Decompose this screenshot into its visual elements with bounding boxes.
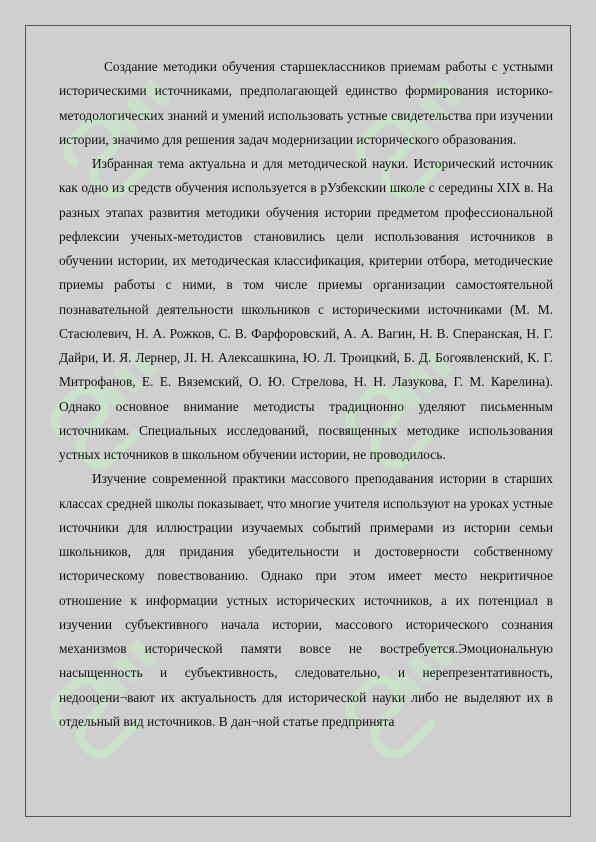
document-body [59,55,553,734]
paragraph-1: Создание методики обучения старшеклассников приемам работы с устными историческими источниками, предполагающей единство формирования историко-методологических знаний и умений использовать устные свидетельства при изучении истории, значимо для решения задач модернизации исторического образования. [59,59,553,147]
paragraph-2: Избранная тема актуальна и для методической науки. Исторический источник как одно из средств обучения используется в рУзбекскии школе с середины XIX в. На разных этапах развития методики обучения истории предметом профессиональной рефлексии ученых-методистов становились цели использования источников в обучении истории, их методическая классификация, критерии отбора, методические приемы работы с ними, в том числе приемы организации самостоятельной познавательной деятельности школьников с историческими источниками (М. М. Стасюлевич, Н. А. Рожков, С. В. Фарфоровский, А. А. Вагин, Н. В. Сперанская, Н. Г. Дайри, И. Я. Лернер, JI. Н. Алексашкина, Ю. Л. Троицкий, Б. Д. Богоявленский, К. Г. Митрофанов, Е. Е. Вяземский, О. Ю. Стрелова, Н. Н. Лазукова, Г. М. Карелина). Однако основное внимание методисты традиционно уделяют письменным источникам. Специальных исследований, посвященных методике использования устных источников в школьном обучении истории, не проводилось. [59,156,553,462]
paragraph-3: Изучение современной практики массового преподавания истории в старших классах средней школы показывает, что многие учителя используют на уроках устные источники для иллюстрации изучаемых событий примерами из истории семьи школьников, для придания убедительности и достоверности собственному историческому повествованию. Однако при этом имеет место некритичное отношение к информации устных исторических источников, а их потенциал в изучении субъективного начала истории, массового исторического сознания механизмов исторической памяти вовсе не востребуется.Эмоциональную насыщенность и субъективность, следовательно, и нерепрезентативность, недооцени¬вают их актуальность для исторической науки либо не выделяют их в отдельный вид источников. В дан¬ной статье предпринята [59,471,553,729]
